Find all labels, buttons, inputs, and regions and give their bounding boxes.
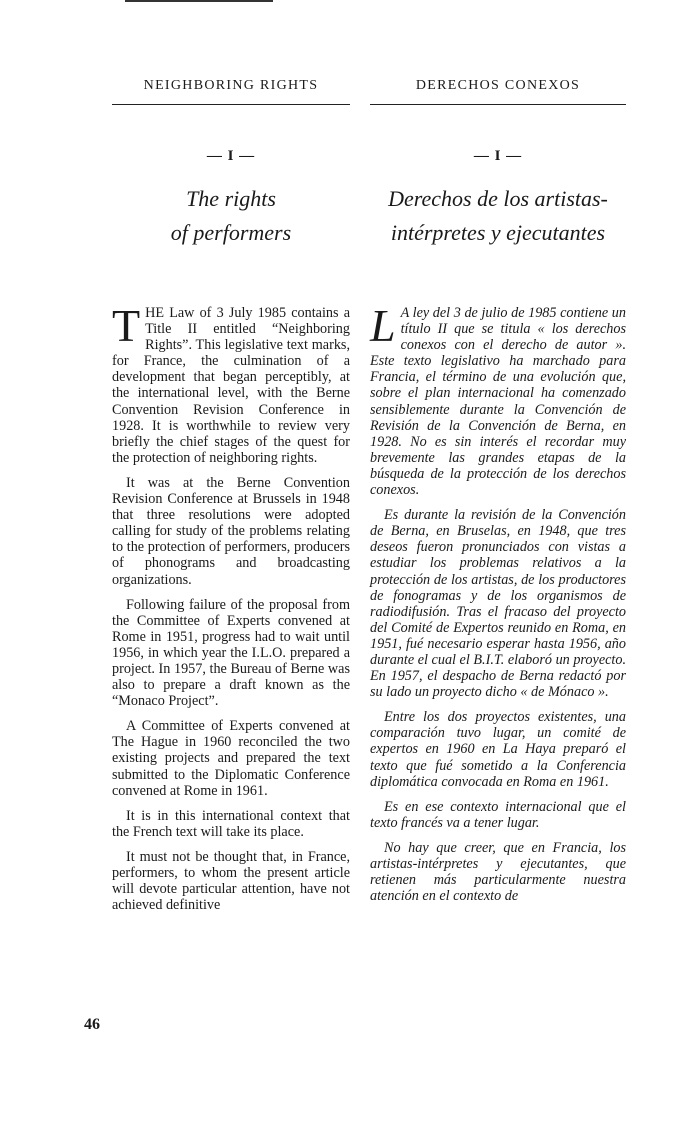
paragraph: It must not be thought that, in France, performers, to whom the present article will devote particular attention, have not achieved definitive — [112, 848, 350, 914]
title-line: intérpretes y ejecutantes — [390, 220, 606, 245]
running-head-spanish: DERECHOS CONEXOS — [415, 78, 581, 93]
paragraph: No hay que creer, que en Francia, los artistas-intérpretes y ejecutantes, que retienen más particularmente nuestra atención en el contexto de — [370, 839, 626, 905]
paragraph: It is in this international context that the French text will take its place. — [112, 807, 350, 840]
paragraph: Es en ese contexto internacional que el texto francés va a tener lugar. — [370, 798, 626, 831]
head-rule — [370, 104, 626, 105]
top-rule — [125, 0, 273, 2]
paragraph — [370, 300, 626, 499]
paragraph-text: HE Law of 3 July 1985 contains a Title II entitled “Neighboring Rights”. This legislative text marks, for France, the culmination of a development that began perceptibly, at the international level, with the Berne Convention Revision Conference in 1928. It is worthwhile to review very briefly the chief stages of the quest for the protection of neighboring rights. — [112, 305, 350, 466]
section-title-spanish — [370, 182, 626, 250]
page-number: 46 — [84, 1016, 100, 1033]
title-line: Derechos de los artistas- — [388, 186, 608, 211]
section-numeral: — I — — [473, 148, 523, 164]
paragraph-text: A ley del 3 de julio de 1985 contiene un título II que se titula « los derechos conexos con el derecho de autor ». Este texto legislativo ha marchado para Francia, el término de una evolución que, sobre el plan internacional ha comenzado sensiblemente durante la Convención de Revisión de la Convención de Berna, en 1928. No es sin interés el recordar muy brevemente las grandes etapas de la búsqueda de la protección de los derechos conexos. — [370, 305, 626, 499]
body-text-english — [112, 300, 350, 922]
title-line: of performers — [170, 220, 292, 245]
paragraph — [112, 300, 350, 466]
drop-cap: L — [370, 300, 396, 351]
drop-cap: T — [112, 300, 141, 351]
paragraph: It was at the Berne Convention Revision Conference at Brussels in 1948 that three resolutions were adopted calling for study of the problems relating to the protection of performers, producers of phonograms and broadcasting organizations. — [112, 474, 350, 588]
paragraph: A Committee of Experts convened at The Hague in 1960 reconciled the two existing projects and prepared the text submitted to the Diplomatic Conference convened at Rome in 1961. — [112, 718, 350, 799]
section-numeral: — I — — [206, 148, 256, 164]
paragraph: Es durante la revisión de la Convención de Berna, en Bruselas, en 1948, que tres deseos fueron pronunciados con vistas a estudiar los problemas relativos a la protección de los artistas, de los productores de fonogramas y de los organismos de radiodifusión. Tras el fracaso del proyecto del Comité de Expertos reunido en Roma, en 1951, fué necesario esperar hasta 1956, año durante el cual el B.I.T. elaboró un proyecto. En 1957, el despacho de Berna redactó por su lado un proyecto dicho « de Mónaco ». — [370, 507, 626, 701]
section-title-english — [112, 182, 350, 250]
paragraph: Entre los dos proyectos existentes, una comparación tuvo lugar, un comité de expertos en 1960 en La Haya preparó el texto que fué sometido a la Conferencia diplomática convocada en Roma en 1961. — [370, 709, 626, 790]
paragraph: Following failure of the proposal from the Committee of Experts convened at Rome in 1951, progress had to wait until 1956, in which year the I.L.O. prepared a project. In 1957, the Bureau of Berne was also to prepare a draft known as the “Monaco Project”. — [112, 596, 350, 710]
body-text-spanish — [370, 300, 626, 913]
title-line: The rights — [186, 186, 276, 211]
running-head-english: NEIGHBORING RIGHTS — [143, 78, 319, 93]
head-rule — [112, 104, 350, 105]
